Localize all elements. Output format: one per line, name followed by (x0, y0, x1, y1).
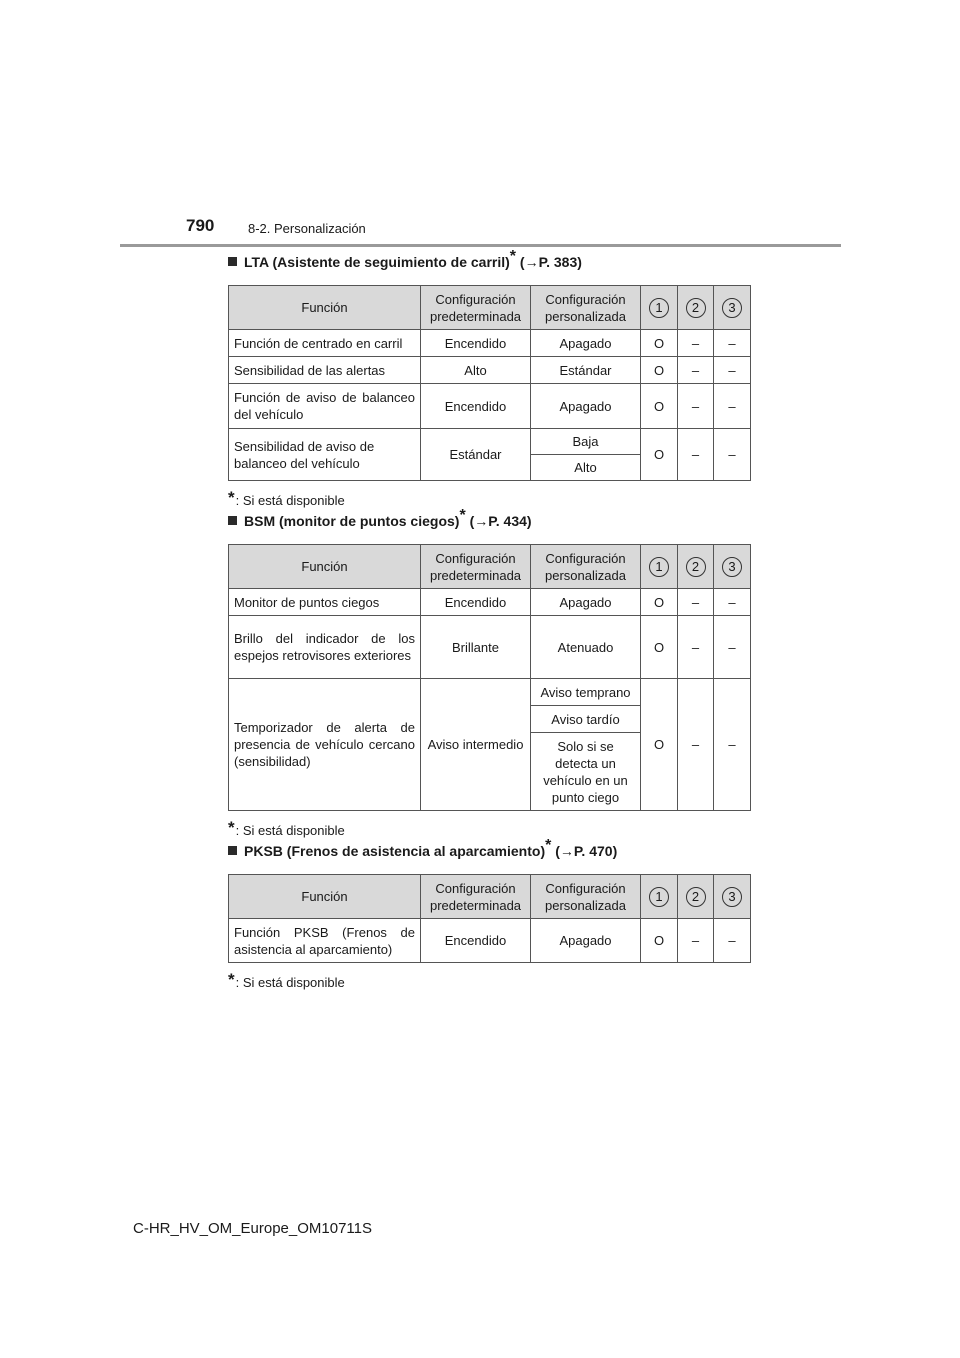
table-row (229, 357, 751, 384)
col2-cell: – (678, 330, 714, 357)
col-header-3 (714, 286, 751, 330)
bsm-settings-table (228, 544, 751, 811)
document-code: C-HR_HV_OM_Europe_OM10711S (133, 1220, 372, 1237)
page-reference: (→P. 434) (465, 513, 532, 529)
heading-title: PKSB (Frenos de asistencia al aparcamiento) (244, 843, 546, 859)
col-header-2 (678, 545, 714, 589)
table-row (229, 589, 751, 616)
col3-cell: – (714, 357, 751, 384)
custom-cell: Apagado (531, 919, 641, 963)
section-label: 8-2. Personalización (248, 221, 366, 236)
pksb-settings-table (228, 874, 751, 963)
function-cell: Sensibilidad de aviso de balanceo del vehículo (229, 429, 421, 481)
function-cell: Temporizador de alerta de presencia de vehículo cercano (sensibilidad) (229, 679, 421, 811)
col3-cell: – (714, 384, 751, 429)
custom-cell: Alto (531, 455, 641, 481)
custom-cell: Apagado (531, 330, 641, 357)
table-row (229, 429, 751, 455)
footnote-asterisk: * (228, 818, 235, 837)
col2-cell: – (678, 589, 714, 616)
circled-2-icon: 2 (686, 298, 706, 318)
function-cell: Función PKSB (Frenos de asistencia al aparcamiento) (229, 919, 421, 963)
table-row (229, 616, 751, 679)
default-cell: Estándar (421, 429, 531, 481)
asterisk: * (459, 507, 466, 524)
col3-cell: – (714, 919, 751, 963)
col2-cell: – (678, 429, 714, 481)
function-cell: Función de aviso de balanceo del vehículo (229, 384, 421, 429)
col-header-custom: Configuración personalizada (531, 545, 641, 589)
col-header-function: Función (229, 545, 421, 589)
col1-cell: O (641, 429, 678, 481)
col2-cell: – (678, 616, 714, 679)
default-cell: Encendido (421, 919, 531, 963)
circled-2-icon: 2 (686, 557, 706, 577)
heading-title: BSM (monitor de puntos ciegos) (244, 513, 460, 529)
function-cell: Monitor de puntos ciegos (229, 589, 421, 616)
col1-cell: O (641, 357, 678, 384)
footnote (228, 970, 345, 990)
lta-settings-table (228, 285, 751, 481)
col-header-1 (641, 875, 678, 919)
square-bullet-icon (228, 257, 237, 266)
custom-cell: Apagado (531, 589, 641, 616)
col-header-custom: Configuración personalizada (531, 875, 641, 919)
col-header-3 (714, 875, 751, 919)
footnote (228, 818, 345, 838)
header-rule (120, 244, 841, 247)
footnote-asterisk: * (228, 488, 235, 507)
col2-cell: – (678, 384, 714, 429)
footnote-text: : Si está disponible (235, 823, 345, 838)
col2-cell: – (678, 919, 714, 963)
col-header-default: Configuración predeterminada (421, 545, 531, 589)
page-reference: (→P. 383) (516, 254, 582, 270)
custom-cell: Estándar (531, 357, 641, 384)
circled-1-icon: 1 (649, 887, 669, 907)
col-header-function: Función (229, 875, 421, 919)
col3-cell: – (714, 589, 751, 616)
asterisk: * (545, 837, 552, 854)
default-cell: Encendido (421, 589, 531, 616)
col1-cell: O (641, 919, 678, 963)
col1-cell: O (641, 330, 678, 357)
function-cell: Brillo del indicador de los espejos retrovisores exteriores (229, 616, 421, 679)
footnote-text: : Si está disponible (235, 493, 345, 508)
circled-3-icon: 3 (722, 557, 742, 577)
col3-cell: – (714, 330, 751, 357)
col3-cell: – (714, 616, 751, 679)
table-row (229, 919, 751, 963)
circled-2-icon: 2 (686, 887, 706, 907)
footnote-asterisk: * (228, 970, 235, 989)
function-cell: Sensibilidad de las alertas (229, 357, 421, 384)
col1-cell: O (641, 384, 678, 429)
default-cell: Aviso intermedio (421, 679, 531, 811)
page-number: 790 (186, 216, 215, 235)
custom-cell: Atenuado (531, 616, 641, 679)
col3-cell: – (714, 429, 751, 481)
circled-3-icon: 3 (722, 298, 742, 318)
col-header-2 (678, 875, 714, 919)
custom-cell: Apagado (531, 384, 641, 429)
square-bullet-icon (228, 516, 237, 525)
custom-cell: Baja (531, 429, 641, 455)
custom-cell: Solo si se detecta un vehículo en un punto ciego (531, 733, 641, 811)
asterisk: * (509, 248, 517, 265)
default-cell: Encendido (421, 330, 531, 357)
default-cell: Alto (421, 357, 531, 384)
default-cell: Brillante (421, 616, 531, 679)
col2-cell: – (678, 679, 714, 811)
footnote (228, 488, 345, 508)
col-header-2 (678, 286, 714, 330)
col-header-default: Configuración predeterminada (421, 286, 531, 330)
col-header-custom: Configuración personalizada (531, 286, 641, 330)
col2-cell: – (678, 357, 714, 384)
section-heading-bsm (228, 507, 532, 529)
custom-cell: Aviso tardío (531, 706, 641, 733)
col-header-1 (641, 286, 678, 330)
circled-1-icon: 1 (649, 298, 669, 318)
default-cell: Encendido (421, 384, 531, 429)
section-heading-pksb (228, 837, 618, 859)
col-header-default: Configuración predeterminada (421, 875, 531, 919)
col-header-function: Función (229, 286, 421, 330)
footnote-text: : Si está disponible (235, 975, 345, 990)
table-row (229, 384, 751, 429)
function-cell: Función de centrado en carril (229, 330, 421, 357)
col1-cell: O (641, 589, 678, 616)
col-header-1 (641, 545, 678, 589)
section-heading-lta (228, 248, 582, 270)
circled-3-icon: 3 (722, 887, 742, 907)
custom-cell: Aviso temprano (531, 679, 641, 706)
square-bullet-icon (228, 846, 237, 855)
col1-cell: O (641, 616, 678, 679)
col1-cell: O (641, 679, 678, 811)
heading-title: LTA (Asistente de seguimiento de carril) (244, 254, 510, 270)
circled-1-icon: 1 (649, 557, 669, 577)
col-header-3 (714, 545, 751, 589)
col3-cell: – (714, 679, 751, 811)
table-row (229, 679, 751, 706)
page-reference: (→P. 470) (551, 843, 618, 859)
table-row (229, 330, 751, 357)
